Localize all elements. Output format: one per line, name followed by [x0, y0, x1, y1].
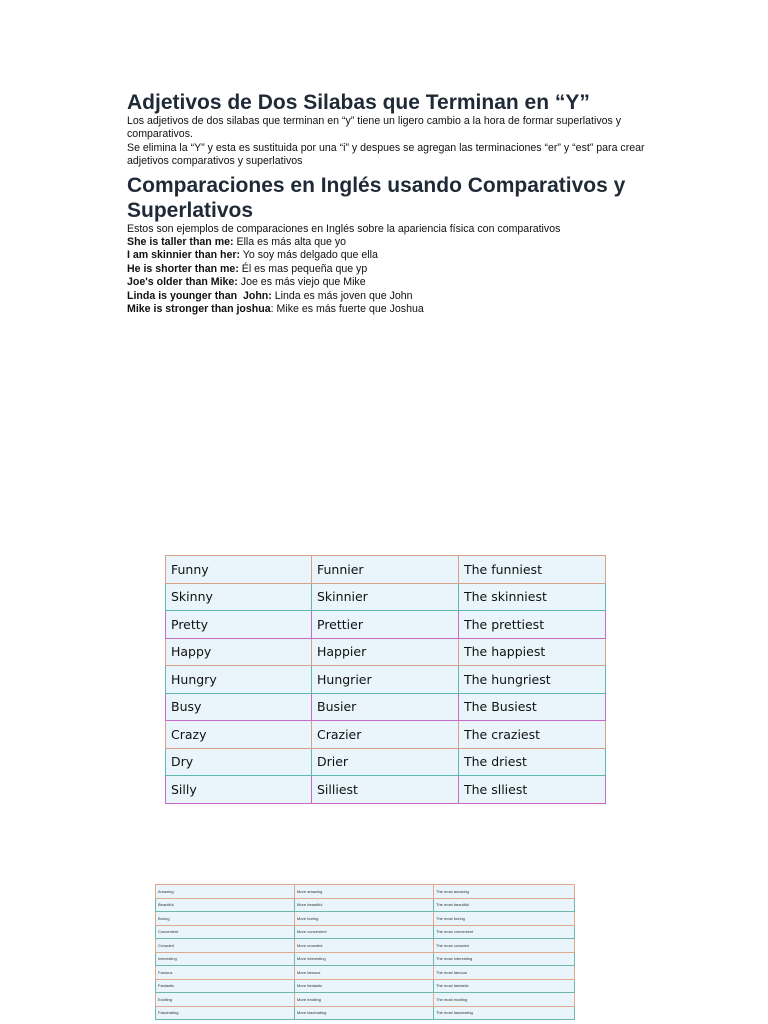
table-cell: More crowded	[295, 939, 434, 953]
table-cell: Convenient	[156, 925, 295, 939]
example-english: Linda is younger than John:	[127, 289, 272, 302]
table-cell: The most convenient	[434, 925, 575, 939]
example-spanish: Ella es más alta que yo	[233, 236, 347, 249]
example-line	[127, 249, 657, 262]
table-cell: Pretty	[166, 611, 312, 639]
table-cell: The most fascinating	[434, 1006, 575, 1020]
table-cell: More amazing	[295, 885, 434, 899]
table-cell: The prettiest	[459, 611, 606, 639]
example-spanish: Joe es más viejo que Mike	[237, 276, 366, 289]
table-cell: Happier	[312, 638, 459, 666]
table-cell: The craziest	[459, 721, 606, 749]
table-cell: The most interesting	[434, 952, 575, 966]
table-cell: Dry	[166, 748, 312, 776]
table-row	[166, 776, 606, 804]
long-adjectives-table	[155, 884, 575, 1020]
table-cell: The skinniest	[459, 583, 606, 611]
table-row	[166, 666, 606, 694]
example-line	[127, 236, 657, 249]
table-row	[156, 925, 575, 939]
table-row	[156, 979, 575, 993]
table-cell: The hungriest	[459, 666, 606, 694]
table-cell: Exciting	[156, 993, 295, 1007]
table-cell: More fascinating	[295, 1006, 434, 1020]
section2-title: Comparaciones en Inglés usando Comparativos y Superlativos	[127, 173, 626, 222]
table-cell: More fantastic	[295, 979, 434, 993]
table-cell: Busier	[312, 693, 459, 721]
table-cell: Interesting	[156, 952, 295, 966]
table-cell: The most beautiful	[434, 898, 575, 912]
table-cell: More exciting	[295, 993, 434, 1007]
table-cell: The happiest	[459, 638, 606, 666]
table-cell: Silliest	[312, 776, 459, 804]
table-cell: More boring	[295, 912, 434, 926]
table-cell: The Busiest	[459, 693, 606, 721]
table-row	[156, 952, 575, 966]
table-cell: Funny	[166, 556, 312, 584]
example-english: Joe's older than Mike:	[127, 276, 238, 289]
table-row	[156, 993, 575, 1007]
table-cell: Funnier	[312, 556, 459, 584]
table-cell: The slliest	[459, 776, 606, 804]
example-english: Mike is stronger than joshua	[127, 303, 271, 316]
table-cell: Drier	[312, 748, 459, 776]
table-cell: Fantastic	[156, 979, 295, 993]
table-cell: Famous	[156, 966, 295, 980]
example-line	[127, 303, 657, 316]
example-spanish: Él es mas pequeña que yp	[238, 262, 368, 275]
section1-paragraph-1: Los adjetivos de dos silabas que terminan en “y” tiene un ligero cambio a la hora de formar superlativos y comparativos.	[127, 115, 622, 141]
example-english: He is shorter than me:	[127, 262, 239, 275]
table-cell: Crowded	[156, 939, 295, 953]
table-row	[166, 748, 606, 776]
table-cell: The most crowded	[434, 939, 575, 953]
table-cell: The driest	[459, 748, 606, 776]
table-row	[156, 1006, 575, 1020]
table-row	[156, 939, 575, 953]
table-row	[166, 556, 606, 584]
table-cell: The most fantastic	[434, 979, 575, 993]
example-spanish: Yo soy más delgado que ella	[240, 249, 378, 262]
table-cell: Fascinating	[156, 1006, 295, 1020]
table-cell: Happy	[166, 638, 312, 666]
section2-intro: Estos son ejemplos de comparaciones en Inglés sobre la apariencia física con comparativos	[127, 222, 561, 235]
section1-paragraph-2: Se elimina la “Y” y esta es sustituida por una “i” y despues se agregan las terminaciones “er” y “est” para crear adjetivos comparativos y superlativos	[127, 141, 645, 168]
example-spanish: : Mike es más fuerte que Joshua	[270, 303, 424, 316]
table-cell: More convenient	[295, 925, 434, 939]
table-row	[166, 721, 606, 749]
table-cell: The funniest	[459, 556, 606, 584]
table-row	[166, 611, 606, 639]
table-cell: The most amazing	[434, 885, 575, 899]
table-cell: The most boring	[434, 912, 575, 926]
table-cell: Crazier	[312, 721, 459, 749]
table-cell: Hungrier	[312, 666, 459, 694]
table-row	[156, 885, 575, 899]
table-row	[156, 898, 575, 912]
table-cell: The most exciting	[434, 993, 575, 1007]
table-cell: More interesting	[295, 952, 434, 966]
document-body	[127, 90, 657, 316]
example-line	[127, 290, 657, 303]
table-cell: Skinnier	[312, 583, 459, 611]
example-english: She is taller than me:	[127, 236, 234, 249]
example-line	[127, 263, 657, 276]
table-cell: The most famous	[434, 966, 575, 980]
table-cell: Amazing	[156, 885, 295, 899]
example-english: I am skinnier than her:	[127, 249, 241, 262]
table-row	[156, 966, 575, 980]
section1-title: Adjetivos de Dos Silabas que Terminan en “Y”	[127, 91, 590, 114]
table-cell: More beautiful	[295, 898, 434, 912]
example-spanish: Linda es más joven que John	[271, 289, 413, 302]
table-cell: Skinny	[166, 583, 312, 611]
y-adjectives-table	[165, 555, 606, 804]
table-row	[166, 693, 606, 721]
example-line	[127, 276, 657, 289]
table-row	[156, 912, 575, 926]
table-cell: Beautiful	[156, 898, 295, 912]
table-cell: Silly	[166, 776, 312, 804]
table-cell: Hungry	[166, 666, 312, 694]
table-cell: More famous	[295, 966, 434, 980]
examples-list	[127, 236, 657, 316]
table-cell: Busy	[166, 693, 312, 721]
table-cell: Crazy	[166, 721, 312, 749]
table-cell: Boring	[156, 912, 295, 926]
table-row	[166, 638, 606, 666]
table-cell: Prettier	[312, 611, 459, 639]
table-row	[166, 583, 606, 611]
